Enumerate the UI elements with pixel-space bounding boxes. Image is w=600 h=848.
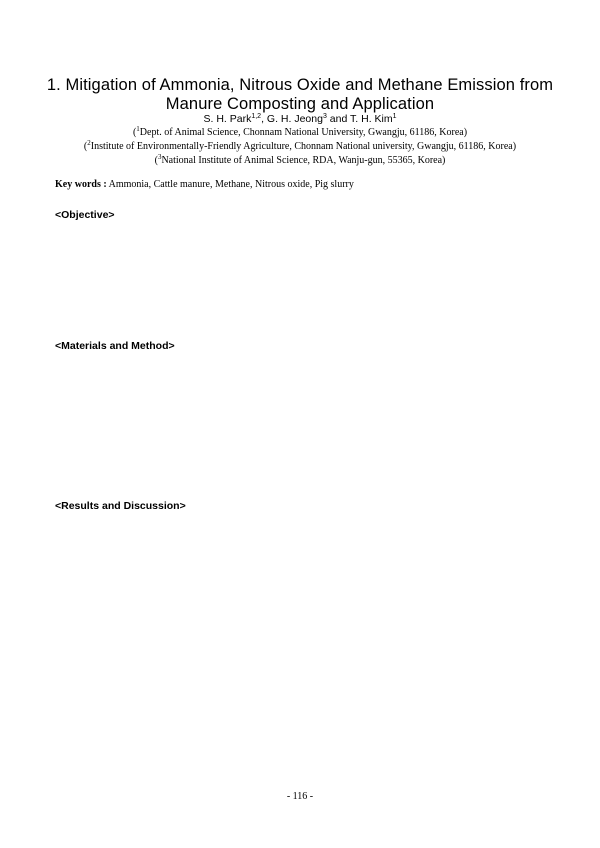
title-line-1: 1. Mitigation of Ammonia, Nitrous Oxide and Methane Emission from bbox=[46, 76, 554, 94]
heading-methods: <Materials and Method> bbox=[55, 340, 175, 352]
affiliation-1: ($^1$Dept. of Animal Science, Chonnam National University, Gwangju, 61186, Korea) bbox=[132, 125, 468, 138]
paper-title bbox=[40, 76, 560, 114]
author-1: S. H. Park bbox=[203, 113, 252, 125]
author-3: and T. H. Kim bbox=[326, 113, 393, 125]
affiliation-3: ($^3$National Institute of Animal Science, RDA, Wanju-gun, 55365, Korea) bbox=[154, 153, 446, 166]
keywords-list: Ammonia, Cattle manure, Methane, Nitrous oxide, Pig slurry bbox=[108, 179, 354, 190]
heading-objective: <Objective> bbox=[55, 209, 115, 221]
title-line-2: Manure Composting and Application bbox=[165, 95, 435, 113]
heading-results: <Results and Discussion> bbox=[55, 500, 186, 512]
author-list: S. H. Park$^{1,2}$, G. H. Jeong$^3$ and T. H. Kim$^1$ bbox=[203, 113, 397, 125]
keywords-label: Key words : bbox=[55, 179, 107, 190]
page-number: - 116 - bbox=[286, 791, 314, 802]
keywords bbox=[55, 179, 555, 191]
author-2: , G. H. Jeong bbox=[261, 113, 323, 125]
affiliation-2: ($^2$Institute of Environmentally-Friendly Agriculture, Chonnam National university, Gwangju, 61186, Korea) bbox=[83, 139, 517, 152]
